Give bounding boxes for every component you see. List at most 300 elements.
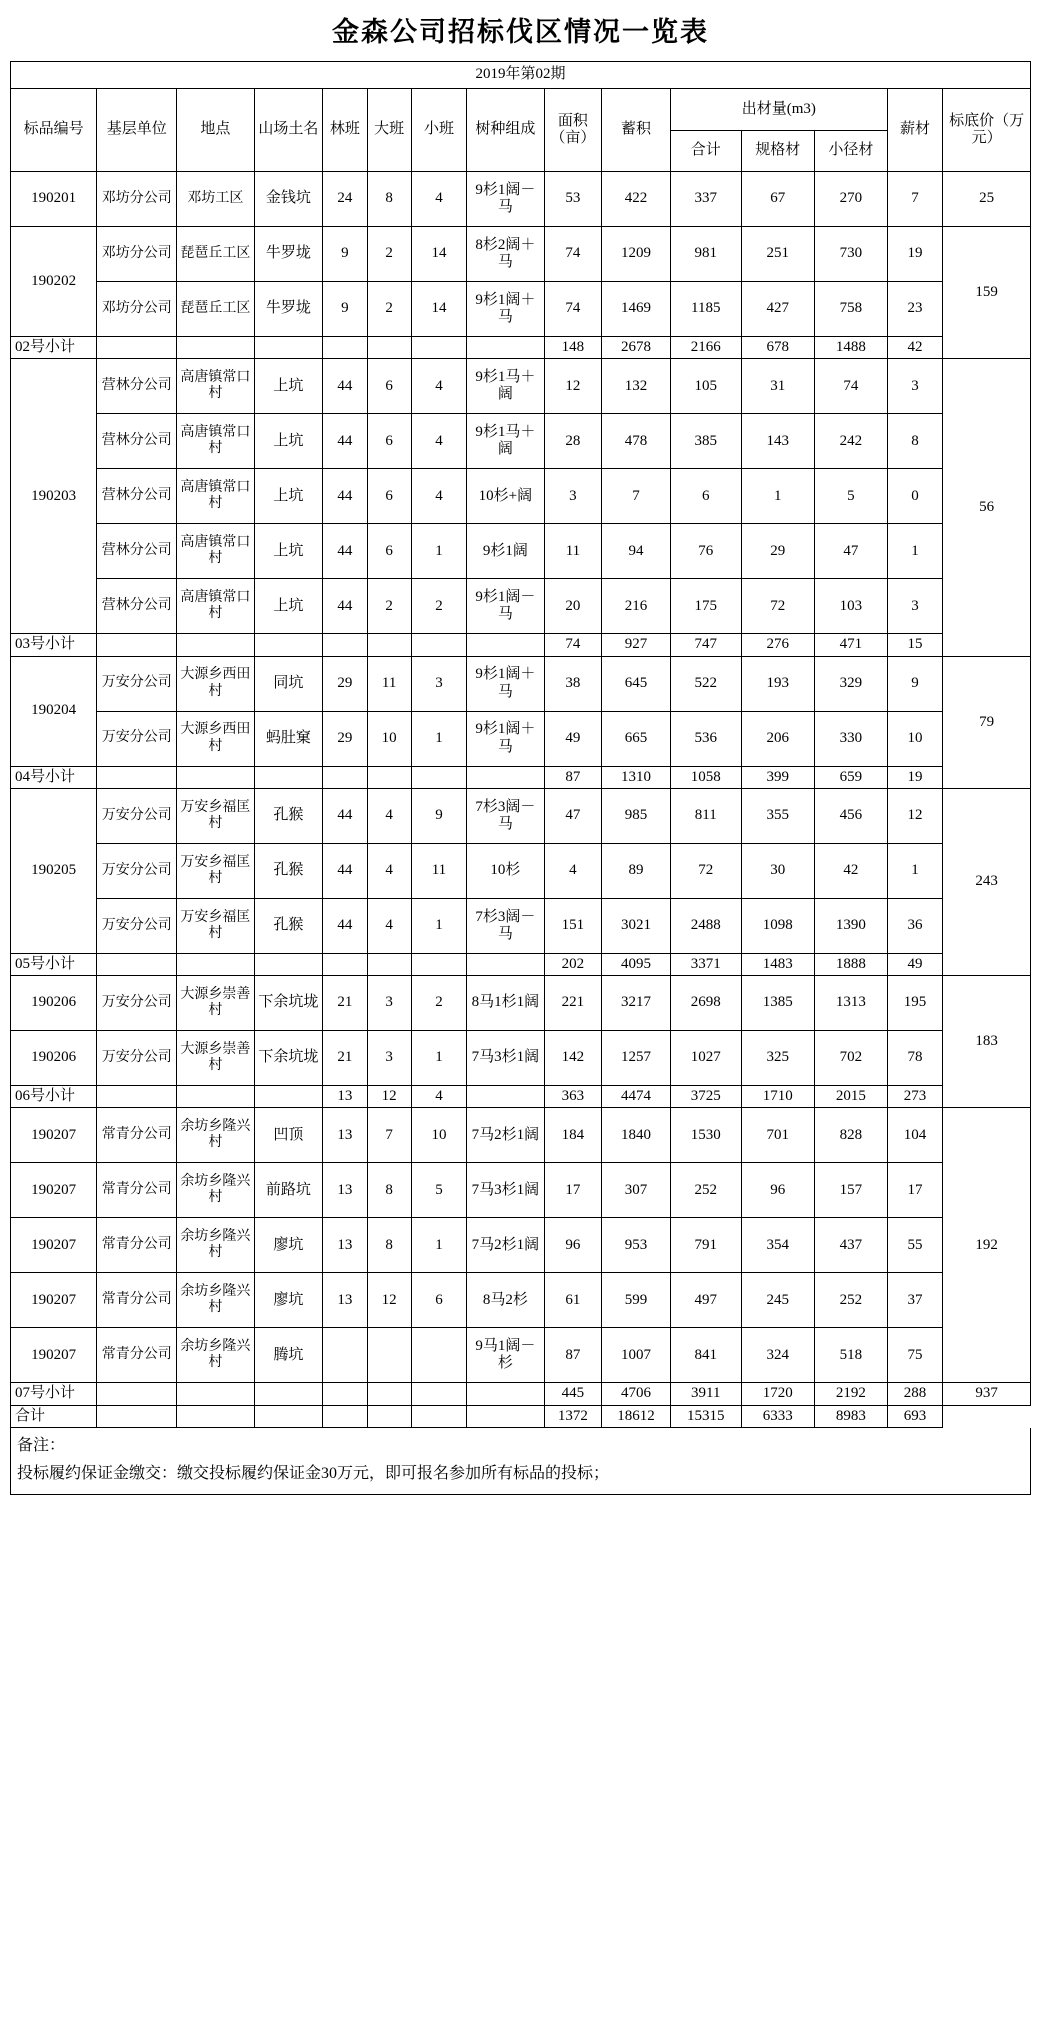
cell-mountain: 廖坑 — [254, 1218, 323, 1273]
cell-code: 190201 — [11, 172, 97, 227]
cell-small: 42 — [814, 843, 887, 898]
period-row — [11, 62, 1031, 89]
cell-unit: 营林分公司 — [97, 469, 177, 524]
cell-fire: 23 — [887, 282, 942, 337]
cell-place: 余坊乡隆兴村 — [177, 1273, 255, 1328]
cell-spec: 6333 — [741, 1405, 814, 1427]
cell-area: 38 — [544, 656, 602, 711]
cell-total: 175 — [670, 579, 741, 634]
cell-daban: 8 — [367, 1218, 411, 1273]
cell-place: 高唐镇常口村 — [177, 524, 255, 579]
cell-linban: 44 — [323, 414, 367, 469]
cell-area: 184 — [544, 1108, 602, 1163]
cell-daban: 4 — [367, 788, 411, 843]
cell-place: 高唐镇常口村 — [177, 359, 255, 414]
cell-spec: 324 — [741, 1328, 814, 1383]
cell-small: 471 — [814, 634, 887, 656]
cell-spec: 427 — [741, 282, 814, 337]
cell-area: 28 — [544, 414, 602, 469]
cell-xiaoban: 14 — [411, 227, 466, 282]
cell-place — [177, 1383, 255, 1405]
cell-daban: 6 — [367, 359, 411, 414]
header-unit: 基层单位 — [97, 89, 177, 172]
cell-mountain — [254, 634, 323, 656]
cell-linban — [323, 634, 367, 656]
cell-small: 456 — [814, 788, 887, 843]
cell-small: 659 — [814, 766, 887, 788]
cell-spec: 193 — [741, 656, 814, 711]
cell-xiaoban: 4 — [411, 414, 466, 469]
cell-area: 151 — [544, 898, 602, 953]
cell-total: 6 — [670, 469, 741, 524]
subtotal-row — [11, 1383, 1031, 1405]
table-row — [11, 898, 1031, 953]
cell-total: 2166 — [670, 337, 741, 359]
cell-xiaoban: 1 — [411, 711, 466, 766]
cell-spec: 206 — [741, 711, 814, 766]
cell-linban: 24 — [323, 172, 367, 227]
table-row — [11, 711, 1031, 766]
cell-code: 07号小计 — [11, 1383, 97, 1405]
cell-unit: 营林分公司 — [97, 359, 177, 414]
cell-spec: 1483 — [741, 953, 814, 975]
cell-volume: 927 — [602, 634, 671, 656]
header-output-total: 合计 — [670, 130, 741, 172]
cell-code: 190207 — [11, 1218, 97, 1273]
cell-area: 87 — [544, 766, 602, 788]
cell-volume: 953 — [602, 1218, 671, 1273]
cell-daban: 2 — [367, 282, 411, 337]
cell-mountain: 下余坑垅 — [254, 1031, 323, 1086]
table-row — [11, 788, 1031, 843]
cell-code: 190207 — [11, 1328, 97, 1383]
cell-area: 74 — [544, 634, 602, 656]
cell-mountain — [254, 766, 323, 788]
cell-spec: 1098 — [741, 898, 814, 953]
cell-code: 04号小计 — [11, 766, 97, 788]
cell-place: 余坊乡隆兴村 — [177, 1108, 255, 1163]
table-row — [11, 359, 1031, 414]
cell-place — [177, 1086, 255, 1108]
cell-fire: 3 — [887, 579, 942, 634]
cell-linban: 9 — [323, 227, 367, 282]
cell-species: 9杉1阔＋马 — [467, 656, 545, 711]
cell-small: 252 — [814, 1273, 887, 1328]
cell-species: 9杉1马＋阔 — [467, 359, 545, 414]
cell-xiaoban: 14 — [411, 282, 466, 337]
cell-unit: 常青分公司 — [97, 1108, 177, 1163]
cell-species: 10杉 — [467, 843, 545, 898]
cell-fire: 1 — [887, 843, 942, 898]
header-mountain: 山场土名 — [254, 89, 323, 172]
cell-volume: 1209 — [602, 227, 671, 282]
header-linban: 林班 — [323, 89, 367, 172]
cell-volume: 478 — [602, 414, 671, 469]
cell-spec: 1 — [741, 469, 814, 524]
cell-fire: 55 — [887, 1218, 942, 1273]
cell-species: 7马2杉1阔 — [467, 1108, 545, 1163]
cell-volume: 94 — [602, 524, 671, 579]
cell-spec: 251 — [741, 227, 814, 282]
cell-daban — [367, 634, 411, 656]
cell-xiaoban — [411, 1383, 466, 1405]
table-row — [11, 469, 1031, 524]
cell-xiaoban: 1 — [411, 898, 466, 953]
cell-total: 536 — [670, 711, 741, 766]
cell-xiaoban: 6 — [411, 1273, 466, 1328]
cell-species: 8杉2阔＋马 — [467, 227, 545, 282]
cell-unit — [97, 953, 177, 975]
table-row — [11, 1031, 1031, 1086]
cell-total: 105 — [670, 359, 741, 414]
cell-spec: 399 — [741, 766, 814, 788]
cell-fire: 9 — [887, 656, 942, 711]
cell-linban: 21 — [323, 976, 367, 1031]
header-small-wood: 小径材 — [814, 130, 887, 172]
cell-mountain: 牛罗垅 — [254, 282, 323, 337]
cell-xiaoban: 1 — [411, 1218, 466, 1273]
cell-species — [467, 337, 545, 359]
cell-area: 142 — [544, 1031, 602, 1086]
cell-small: 2015 — [814, 1086, 887, 1108]
cell-xiaoban: 1 — [411, 1031, 466, 1086]
cell-mountain: 下余坑垅 — [254, 976, 323, 1031]
cell-daban: 6 — [367, 469, 411, 524]
cell-xiaoban: 1 — [411, 524, 466, 579]
cell-fire: 8 — [887, 414, 942, 469]
cell-fire: 49 — [887, 953, 942, 975]
table-row — [11, 1328, 1031, 1383]
cell-total: 1058 — [670, 766, 741, 788]
cell-fire: 36 — [887, 898, 942, 953]
cell-total: 2488 — [670, 898, 741, 953]
cell-xiaoban: 10 — [411, 1108, 466, 1163]
cell-code: 190207 — [11, 1108, 97, 1163]
cell-price: 183 — [943, 976, 1031, 1108]
cell-linban — [323, 953, 367, 975]
cell-species: 7杉3阔－马 — [467, 898, 545, 953]
cell-area: 445 — [544, 1383, 602, 1405]
cell-linban: 44 — [323, 898, 367, 953]
grand-total-row — [11, 1405, 1031, 1427]
cell-total: 791 — [670, 1218, 741, 1273]
cell-daban — [367, 953, 411, 975]
cell-place: 邓坊工区 — [177, 172, 255, 227]
cell-area: 12 — [544, 359, 602, 414]
cell-small: 5 — [814, 469, 887, 524]
cell-daban — [367, 1383, 411, 1405]
cell-total: 1185 — [670, 282, 741, 337]
cell-linban: 44 — [323, 579, 367, 634]
cell-species: 7杉3阔－马 — [467, 788, 545, 843]
cell-daban — [367, 1405, 411, 1427]
cell-total: 15315 — [670, 1405, 741, 1427]
cell-daban: 6 — [367, 414, 411, 469]
cell-linban: 13 — [323, 1273, 367, 1328]
header-place: 地点 — [177, 89, 255, 172]
cell-small: 2192 — [814, 1383, 887, 1405]
cell-fire: 7 — [887, 172, 942, 227]
cell-volume: 18612 — [602, 1405, 671, 1427]
cell-species: 9杉1阔－马 — [467, 579, 545, 634]
cell-area: 20 — [544, 579, 602, 634]
cell-small: 702 — [814, 1031, 887, 1086]
table-row — [11, 172, 1031, 227]
cell-small: 1390 — [814, 898, 887, 953]
cell-linban: 29 — [323, 656, 367, 711]
cell-xiaoban: 3 — [411, 656, 466, 711]
cell-total: 72 — [670, 843, 741, 898]
cell-small: 730 — [814, 227, 887, 282]
subtotal-row — [11, 766, 1031, 788]
cell-volume: 307 — [602, 1163, 671, 1218]
cell-spec: 30 — [741, 843, 814, 898]
cell-fire: 693 — [887, 1405, 942, 1427]
header-xiaoban: 小班 — [411, 89, 466, 172]
cell-mountain: 同坑 — [254, 656, 323, 711]
cell-price: 243 — [943, 788, 1031, 975]
cell-area: 1372 — [544, 1405, 602, 1427]
subtotal-row — [11, 634, 1031, 656]
cell-daban: 10 — [367, 711, 411, 766]
cell-xiaoban: 2 — [411, 976, 466, 1031]
cell-small: 329 — [814, 656, 887, 711]
cell-xiaoban — [411, 766, 466, 788]
cell-linban: 13 — [323, 1086, 367, 1108]
notes-label: 备注： — [17, 1436, 66, 1454]
cell-unit: 常青分公司 — [97, 1273, 177, 1328]
cell-unit — [97, 1405, 177, 1427]
cell-area: 202 — [544, 953, 602, 975]
cell-fire: 0 — [887, 469, 942, 524]
cell-species: 9杉1阔＋马 — [467, 711, 545, 766]
cell-daban — [367, 1328, 411, 1383]
cell-small: 270 — [814, 172, 887, 227]
cell-mountain: 上坑 — [254, 579, 323, 634]
cell-small: 437 — [814, 1218, 887, 1273]
cell-area: 17 — [544, 1163, 602, 1218]
cell-total: 811 — [670, 788, 741, 843]
cell-volume: 985 — [602, 788, 671, 843]
cell-code: 190202 — [11, 227, 97, 337]
cell-spec: 701 — [741, 1108, 814, 1163]
cell-code: 190205 — [11, 788, 97, 953]
table-row — [11, 656, 1031, 711]
cell-total: 747 — [670, 634, 741, 656]
cell-species — [467, 1405, 545, 1427]
header-firewood: 薪材 — [887, 89, 942, 172]
cell-daban: 2 — [367, 579, 411, 634]
cell-area: 87 — [544, 1328, 602, 1383]
page-title: 金森公司招标伐区情况一览表 — [332, 17, 709, 47]
cell-area: 96 — [544, 1218, 602, 1273]
cell-xiaoban: 4 — [411, 469, 466, 524]
cell-species: 7马2杉1阔 — [467, 1218, 545, 1273]
cell-daban: 4 — [367, 898, 411, 953]
cell-xiaoban — [411, 634, 466, 656]
cell-place: 大源乡西田村 — [177, 656, 255, 711]
cell-fire: 195 — [887, 976, 942, 1031]
cell-linban: 44 — [323, 788, 367, 843]
cell-volume: 1007 — [602, 1328, 671, 1383]
cell-volume: 216 — [602, 579, 671, 634]
cell-spec: 1385 — [741, 976, 814, 1031]
cell-spec: 276 — [741, 634, 814, 656]
cell-place — [177, 1405, 255, 1427]
cell-unit: 常青分公司 — [97, 1163, 177, 1218]
cell-species: 9杉1阔－马 — [467, 172, 545, 227]
cell-place: 余坊乡隆兴村 — [177, 1328, 255, 1383]
cell-total: 337 — [670, 172, 741, 227]
cell-linban: 29 — [323, 711, 367, 766]
cell-spec: 325 — [741, 1031, 814, 1086]
cell-mountain: 牛罗垅 — [254, 227, 323, 282]
subtotal-row — [11, 953, 1031, 975]
cell-species: 8马1杉1阔 — [467, 976, 545, 1031]
cell-mountain: 上坑 — [254, 524, 323, 579]
cell-area: 53 — [544, 172, 602, 227]
cell-area: 3 — [544, 469, 602, 524]
cell-mountain: 前路坑 — [254, 1163, 323, 1218]
cell-linban — [323, 1405, 367, 1427]
cell-xiaoban: 2 — [411, 579, 466, 634]
cell-xiaoban — [411, 953, 466, 975]
cell-linban — [323, 1383, 367, 1405]
cell-unit: 邓坊分公司 — [97, 282, 177, 337]
cell-mountain: 腾坑 — [254, 1328, 323, 1383]
cell-small: 1888 — [814, 953, 887, 975]
cell-code: 合计 — [11, 1405, 97, 1427]
cell-price: 192 — [943, 1108, 1031, 1383]
cell-species: 8马2杉 — [467, 1273, 545, 1328]
cell-mountain: 孔猴 — [254, 788, 323, 843]
cell-place — [177, 337, 255, 359]
cell-area: 363 — [544, 1086, 602, 1108]
notes-section — [10, 1428, 1031, 1495]
cell-species — [467, 634, 545, 656]
cell-daban — [367, 766, 411, 788]
cell-xiaoban: 4 — [411, 172, 466, 227]
cell-mountain — [254, 1383, 323, 1405]
cell-code: 05号小计 — [11, 953, 97, 975]
cell-fire: 3 — [887, 359, 942, 414]
cell-code: 190204 — [11, 656, 97, 766]
cell-unit: 常青分公司 — [97, 1218, 177, 1273]
cell-total: 841 — [670, 1328, 741, 1383]
header-daban: 大班 — [367, 89, 411, 172]
cell-small: 8983 — [814, 1405, 887, 1427]
cell-total: 76 — [670, 524, 741, 579]
cell-small: 242 — [814, 414, 887, 469]
cell-volume: 89 — [602, 843, 671, 898]
cell-mountain: 蚂肚窠 — [254, 711, 323, 766]
cell-place: 琵琶丘工区 — [177, 227, 255, 282]
cell-daban: 6 — [367, 524, 411, 579]
cell-volume: 132 — [602, 359, 671, 414]
table-row — [11, 843, 1031, 898]
cell-linban: 13 — [323, 1218, 367, 1273]
cell-price: 79 — [943, 656, 1031, 788]
cell-place: 高唐镇常口村 — [177, 414, 255, 469]
cell-place — [177, 766, 255, 788]
subtotal-row — [11, 1086, 1031, 1108]
cell-total: 252 — [670, 1163, 741, 1218]
cell-place: 大源乡西田村 — [177, 711, 255, 766]
table-row — [11, 1108, 1031, 1163]
cell-place: 琵琶丘工区 — [177, 282, 255, 337]
subtotal-row — [11, 337, 1031, 359]
cell-area: 61 — [544, 1273, 602, 1328]
cell-code: 190206 — [11, 1031, 97, 1086]
cell-unit: 万安分公司 — [97, 711, 177, 766]
cell-mountain: 廖坑 — [254, 1273, 323, 1328]
cell-fire: 17 — [887, 1163, 942, 1218]
cell-mountain: 上坑 — [254, 414, 323, 469]
cell-volume: 4474 — [602, 1086, 671, 1108]
cell-volume: 3021 — [602, 898, 671, 953]
cell-linban — [323, 337, 367, 359]
cell-small: 828 — [814, 1108, 887, 1163]
cell-unit: 营林分公司 — [97, 414, 177, 469]
cell-small: 157 — [814, 1163, 887, 1218]
cell-species — [467, 1086, 545, 1108]
header-species: 树种组成 — [467, 89, 545, 172]
cell-spec: 678 — [741, 337, 814, 359]
cell-daban: 7 — [367, 1108, 411, 1163]
cell-spec: 29 — [741, 524, 814, 579]
cell-unit: 万安分公司 — [97, 898, 177, 953]
cell-species — [467, 1383, 545, 1405]
cell-total: 3725 — [670, 1086, 741, 1108]
cell-fire: 19 — [887, 227, 942, 282]
cell-area: 11 — [544, 524, 602, 579]
cell-linban: 44 — [323, 524, 367, 579]
cell-spec: 67 — [741, 172, 814, 227]
cell-unit: 万安分公司 — [97, 843, 177, 898]
cell-fire: 42 — [887, 337, 942, 359]
cell-daban: 3 — [367, 976, 411, 1031]
cell-species — [467, 953, 545, 975]
table-row — [11, 524, 1031, 579]
cell-fire: 75 — [887, 1328, 942, 1383]
cell-volume: 4706 — [602, 1383, 671, 1405]
cell-species: 9杉1马＋阔 — [467, 414, 545, 469]
cell-place: 万安乡福匡村 — [177, 843, 255, 898]
cell-mountain: 凹顶 — [254, 1108, 323, 1163]
cell-unit — [97, 1383, 177, 1405]
cell-linban: 13 — [323, 1163, 367, 1218]
cell-spec: 96 — [741, 1163, 814, 1218]
cell-volume: 645 — [602, 656, 671, 711]
cell-unit — [97, 337, 177, 359]
cell-unit: 万安分公司 — [97, 788, 177, 843]
cell-mountain — [254, 1086, 323, 1108]
cell-place: 高唐镇常口村 — [177, 579, 255, 634]
cell-spec: 72 — [741, 579, 814, 634]
cell-xiaoban — [411, 337, 466, 359]
cell-total: 2698 — [670, 976, 741, 1031]
header-volume: 蓄积 — [602, 89, 671, 172]
cell-area: 49 — [544, 711, 602, 766]
table-row — [11, 227, 1031, 282]
cell-fire: 288 — [887, 1383, 942, 1405]
cell-code: 03号小计 — [11, 634, 97, 656]
cell-mountain — [254, 337, 323, 359]
cell-code: 190207 — [11, 1163, 97, 1218]
cell-volume: 1257 — [602, 1031, 671, 1086]
header-code: 标品编号 — [11, 89, 97, 172]
cell-spec: 31 — [741, 359, 814, 414]
